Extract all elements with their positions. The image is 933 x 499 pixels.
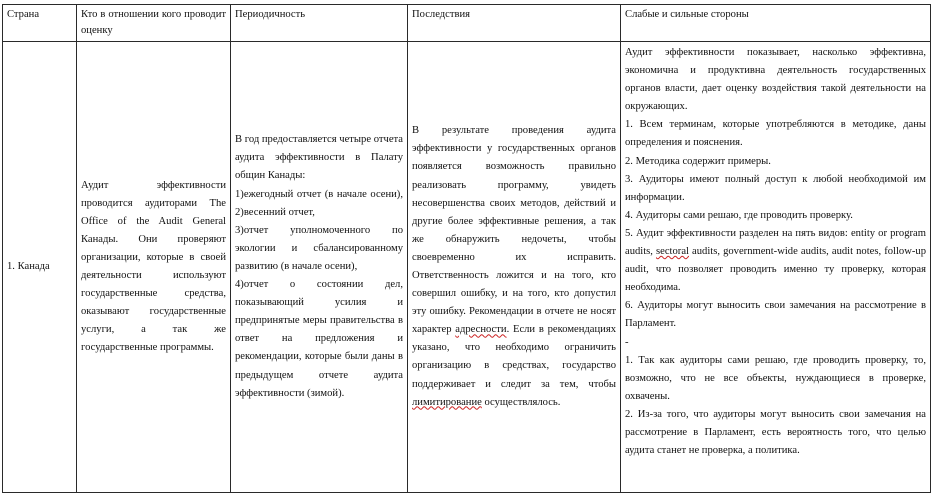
strength-item: 4. Аудиторы сами решаю, где проводить проверку. [625,209,853,221]
strength-item: 6. Аудиторы могут выносить свои замечания на рассмотрение в Парламент. [625,300,926,330]
strength-5-text-a: 5. Аудит эффективности разделен на пять видов: entity or program audits, [625,227,926,258]
strength-5-text-b: audits, government-wide audits, audit notes, follow-up audit, что позволяет проводить именно ту проверку, которая необходима. [625,246,926,294]
header-consequences: Последствия [408,5,621,42]
strengths-intro: Аудит эффективности показывает, насколько эффективна, экономична и продуктивна деятельность государственных органов власти, дает оценку воздействия такой деятельности на окружающих. [625,47,926,113]
comparison-table [2,4,931,493]
cell-strengths [621,42,931,493]
frequency-intro: В год предоставляется четыре отчета аудита эффективности в Палату общин Канады: [235,134,403,182]
header-frequency: Периодичность [231,5,408,42]
consequences-text-2: . Если в рекомендациях указано, что необходимо ограничить организацию в средствах, государство поддерживает и следит за тем, чтобы [412,324,616,390]
cell-country: 1. Канада [3,42,77,493]
weakness-item: 1. Так как аудиторы сами решаю, где проводить проверку, то, возможно, что не все объекты, нуждающиеся в проверке, охвачены. [625,354,926,402]
spellcheck-word: sectoral [656,246,689,258]
spellcheck-word: лимитирование [412,396,482,408]
table-row [3,42,931,493]
spellcheck-word: адресности [455,324,507,336]
strength-item: 2. Методика содержит примеры. [625,155,771,167]
strength-item: 1. Всем терминам, которые употребляются в методике, даны определения и пояснения. [625,119,926,149]
header-strengths: Слабые и сильные стороны [621,5,931,42]
header-who: Кто в отношении кого проводит оценку [77,5,231,42]
separator-dash: - [625,336,629,348]
header-row [3,5,931,42]
frequency-item-1: 1)ежегодный отчет (в начале осени), 2)весенний отчет, [235,188,403,218]
strength-item [625,225,926,297]
consequences-text-3: осуществлялось. [481,396,561,408]
cell-consequences [408,42,621,493]
frequency-item-4: 4)отчет о состоянии дел, показывающий усилия и предпринятые меры правительства в ответ на предложения и рекомендации, которые были даны в предыдущем отчете аудита эффективности (зимой). [235,279,403,399]
weakness-item: 2. Из-за того, что аудиторы могут выносить свои замечания на рассмотрение в Парламент, есть вероятность того, что целью аудита станет не проверка, а политика. [625,408,926,457]
strength-item: 3. Аудиторы имеют полный доступ к любой необходимой им информации. [625,173,926,203]
cell-frequency [231,42,408,493]
consequences-text-1: В результате проведения аудита эффективности у государственных органов появляется возможность правильно реализовать программу, увидеть несовершенства своих методов, действий и другие более эффективные решения, а так же обнаружить недочеты, чтобы своевременно их исправить. Ответственность ложится и на того, кто совершил ошибку, и на того, кто допустил эту ошибку. Рекомендации в отчете не носят характер [412,125,616,336]
cell-who: Аудит эффективности проводится аудиторами The Office of the Audit General Канады. Они проверяют организации, которые в своей деятельности используют государственные средства, оказывают государственные услуги, а так же государственные программы. [77,42,231,493]
header-country: Страна [3,5,77,42]
frequency-item-3: 3)отчет уполномоченного по экологии и сбалансированному развитию (в начале осени), [235,224,403,272]
